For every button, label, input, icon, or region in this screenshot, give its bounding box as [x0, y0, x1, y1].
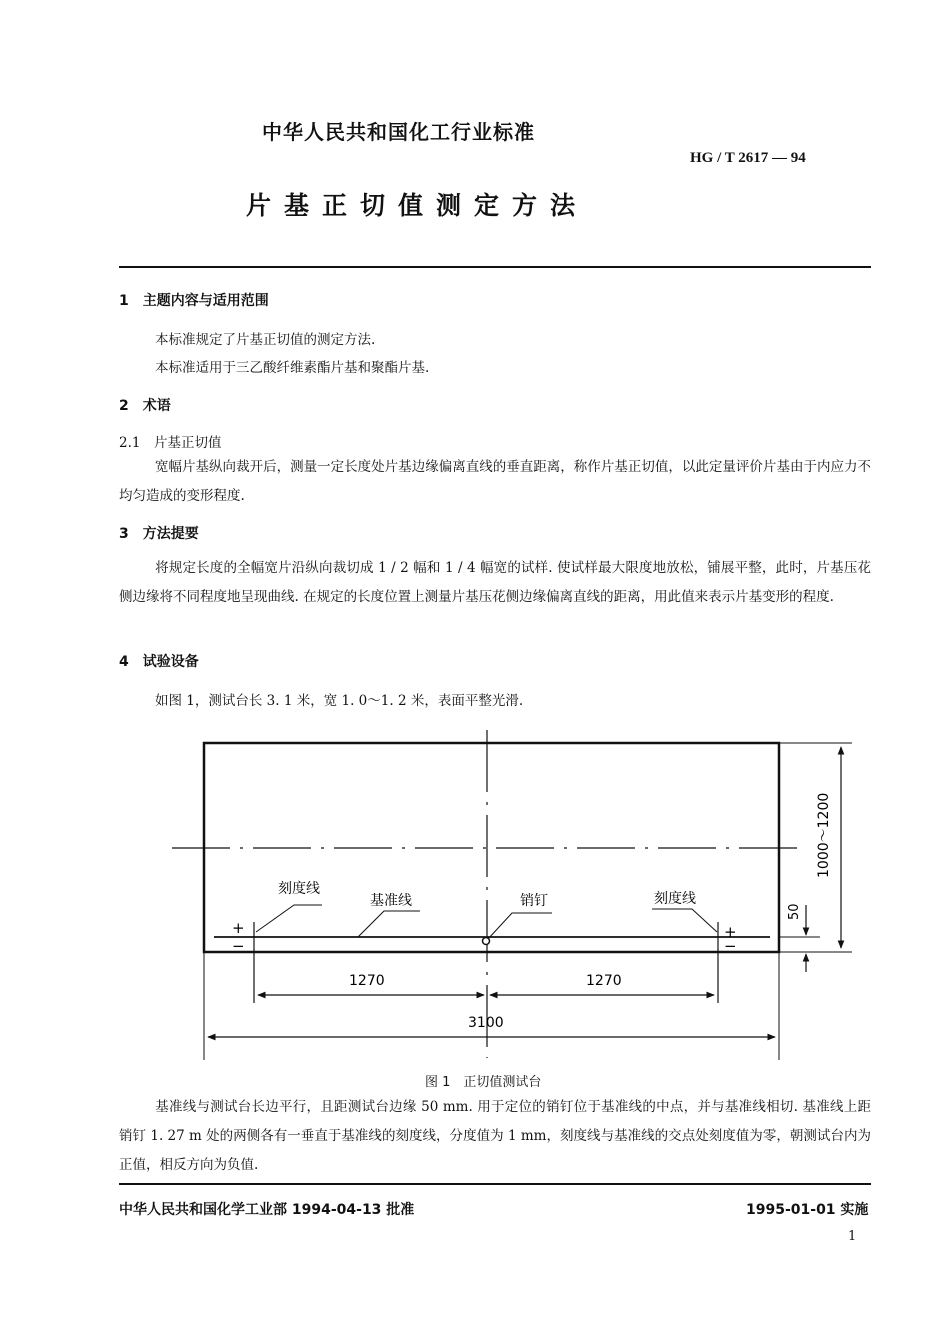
section-2-1-heading: 2.1 片基正切值	[119, 435, 222, 451]
after-figure-text: 基准线与测试台长边平行，且距测试台边缘 50 mm. 用于定位的销钉位于基准线的中点，并与基准线相切. 基准线上距销钉 1. 27 m 处的两侧各有一垂直于基准线的刻度线，分度值为 1 mm，刻度线与基准线的交点处刻度值为零，朝测试台内为正值，相反方向为负值.	[119, 1099, 871, 1173]
label-minus-right: −	[724, 937, 737, 955]
label-datum-line: 基准线	[370, 893, 412, 909]
label-left-dimension: 1270	[349, 973, 385, 989]
section-4-heading: 4 试验设备	[119, 654, 199, 670]
section-3-heading: 3 方法提要	[119, 526, 199, 542]
after-figure-paragraph	[119, 1093, 871, 1180]
label-pin: 销钉	[520, 893, 548, 909]
footer-rule	[119, 1183, 871, 1185]
label-right-dimension: 1270	[586, 973, 622, 989]
implementation-date: 1995-01-01 实施	[746, 1202, 869, 1218]
section-1-heading: 1 主题内容与适用范围	[119, 293, 269, 309]
label-plus-right: +	[724, 923, 737, 941]
page-number: 1	[848, 1229, 857, 1244]
section-4-text: 如图 1，测试台长 3. 1 米，宽 1. 0～1. 2 米，表面平整光滑.	[155, 693, 524, 709]
label-plus-left: +	[232, 919, 245, 937]
section-2-heading: 2 术语	[119, 398, 171, 414]
label-scale-line-left: 刻度线	[278, 881, 320, 897]
leader-scale-left	[256, 905, 322, 932]
standard-code: HG / T 2617 — 94	[690, 150, 806, 166]
section-3-text: 将规定长度的全幅宽片沿纵向裁切成 1 / 2 幅和 1 / 4 幅宽的试样. 使试样最大限度地放松，铺展平整，此时，片基压花侧边缘将不同程度地呈现曲线. 在规定的长度位置上测量片基压花侧边缘偏离直线的距离，用此值来表示片基变形的程度.	[119, 560, 871, 605]
label-total-dimension: 3100	[468, 1015, 504, 1031]
section-1-line-1: 本标准规定了片基正切值的测定方法.	[155, 332, 376, 348]
page-title: 片基正切值测定方法	[246, 191, 589, 220]
label-scale-line-right: 刻度线	[654, 891, 696, 907]
leader-datum	[358, 911, 420, 937]
section-2-text: 宽幅片基纵向裁开后，测量一定长度处片基边缘偏离直线的垂直距离，称作片基正切值，以此定量评价片基由于内应力不均匀造成的变形程度.	[119, 459, 871, 504]
leader-pin	[488, 913, 552, 939]
label-offset-dimension: 50	[787, 903, 802, 920]
approval-date: 中华人民共和国化学工业部 1994-04-13 批准	[119, 1202, 415, 1218]
leader-scale-right	[652, 909, 717, 932]
standard-org-title: 中华人民共和国化工行业标准	[262, 120, 535, 144]
figure-caption: 图 1 正切值测试台	[425, 1075, 542, 1090]
section-1-line-2: 本标准适用于三乙酸纤维素酯片基和聚酯片基.	[155, 360, 430, 376]
label-width-dimension: 1000～1200	[816, 792, 832, 878]
label-minus-left: −	[232, 937, 245, 955]
